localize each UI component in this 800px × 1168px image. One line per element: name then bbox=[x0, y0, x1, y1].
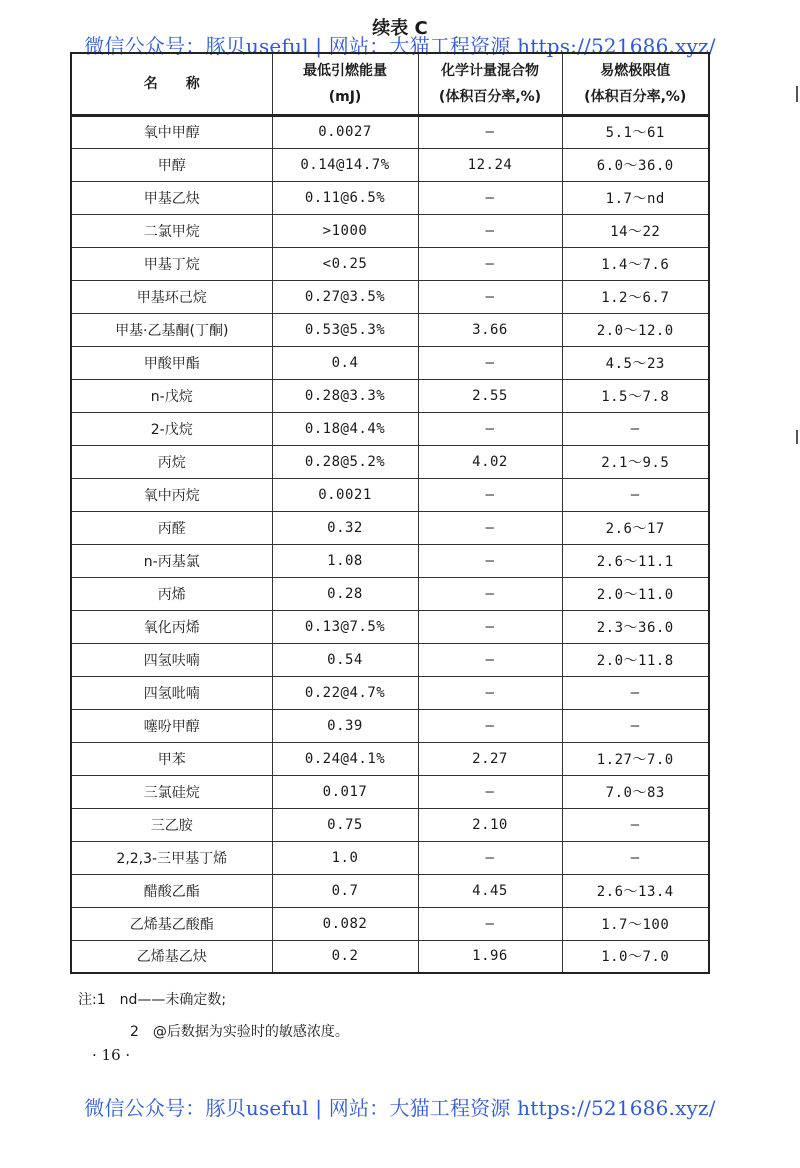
cell-limits: 2.0～11.8 bbox=[562, 643, 709, 676]
cell-stoich: — bbox=[418, 709, 562, 742]
cell-limits: 1.7～100 bbox=[562, 907, 709, 940]
cell-stoich: 4.45 bbox=[418, 874, 562, 907]
table-row bbox=[71, 412, 709, 445]
cell-stoich: 2.55 bbox=[418, 379, 562, 412]
table-row bbox=[71, 775, 709, 808]
cell-mie: 0.13@7.5% bbox=[272, 610, 418, 643]
cell-mie: 0.11@6.5% bbox=[272, 181, 418, 214]
cell-name: 噻吩甲醇 bbox=[71, 709, 272, 742]
cell-stoich: 2.27 bbox=[418, 742, 562, 775]
cell-name: 甲基丁烷 bbox=[71, 247, 272, 280]
cell-stoich: — bbox=[418, 577, 562, 610]
cell-mie: 0.0021 bbox=[272, 478, 418, 511]
cell-limits: 5.1～61 bbox=[562, 115, 709, 148]
cell-mie: >1000 bbox=[272, 214, 418, 247]
cell-name: 甲酸甲酯 bbox=[71, 346, 272, 379]
table-row bbox=[71, 709, 709, 742]
table-row bbox=[71, 577, 709, 610]
cell-limits: 1.0～7.0 bbox=[562, 940, 709, 973]
cell-stoich: — bbox=[418, 280, 562, 313]
cell-name: 甲醇 bbox=[71, 148, 272, 181]
cell-limits: 2.6～11.1 bbox=[562, 544, 709, 577]
table-row bbox=[71, 313, 709, 346]
cell-name: 丙烷 bbox=[71, 445, 272, 478]
cell-name: 三乙胺 bbox=[71, 808, 272, 841]
cell-mie: 0.24@4.1% bbox=[272, 742, 418, 775]
cell-mie: 0.53@5.3% bbox=[272, 313, 418, 346]
cell-name: 2-戊烷 bbox=[71, 412, 272, 445]
cell-name: 2,2,3-三甲基丁烯 bbox=[71, 841, 272, 874]
cell-limits: — bbox=[562, 478, 709, 511]
header-min-ignition-energy bbox=[272, 53, 418, 115]
table-row bbox=[71, 940, 709, 973]
cell-stoich: 12.24 bbox=[418, 148, 562, 181]
cell-mie: 0.39 bbox=[272, 709, 418, 742]
cell-stoich: — bbox=[418, 511, 562, 544]
scan-margin-mark bbox=[796, 86, 798, 102]
cell-stoich: — bbox=[418, 907, 562, 940]
cell-mie: 0.082 bbox=[272, 907, 418, 940]
cell-stoich: — bbox=[418, 181, 562, 214]
watermark-top: 微信公众号：豚贝useful | 网站：大猫工程资源 https://521686.xyz/ bbox=[84, 34, 716, 58]
cell-name: 二氯甲烷 bbox=[71, 214, 272, 247]
cell-name: 乙烯基乙酸酯 bbox=[71, 907, 272, 940]
cell-mie: 0.27@3.5% bbox=[272, 280, 418, 313]
cell-name: 三氯硅烷 bbox=[71, 775, 272, 808]
table-row bbox=[71, 841, 709, 874]
header-mie-line2: (mJ) bbox=[328, 88, 362, 105]
cell-mie: 0.22@4.7% bbox=[272, 676, 418, 709]
header-stoich-line1: 化学计量混合物 bbox=[441, 62, 539, 79]
cell-limits: 2.3～36.0 bbox=[562, 610, 709, 643]
table-row bbox=[71, 676, 709, 709]
table-row bbox=[71, 247, 709, 280]
cell-stoich: 1.96 bbox=[418, 940, 562, 973]
cell-name: 乙烯基乙炔 bbox=[71, 940, 272, 973]
table-row bbox=[71, 544, 709, 577]
cell-limits: 1.4～7.6 bbox=[562, 247, 709, 280]
cell-stoich: — bbox=[418, 478, 562, 511]
table-row bbox=[71, 379, 709, 412]
cell-limits: 4.5～23 bbox=[562, 346, 709, 379]
cell-mie: <0.25 bbox=[272, 247, 418, 280]
table-row bbox=[71, 346, 709, 379]
table-row bbox=[71, 808, 709, 841]
cell-stoich: — bbox=[418, 643, 562, 676]
cell-name: 氧中丙烷 bbox=[71, 478, 272, 511]
note-2: 2 @后数据为实验时的敏感浓度。 bbox=[130, 1024, 349, 1040]
cell-limits: 2.1～9.5 bbox=[562, 445, 709, 478]
header-name-label: 名 称 bbox=[143, 75, 200, 92]
cell-mie: 0.18@4.4% bbox=[272, 412, 418, 445]
page-number: · 16 · bbox=[92, 1046, 131, 1064]
cell-mie: 0.75 bbox=[272, 808, 418, 841]
cell-limits: — bbox=[562, 808, 709, 841]
table-row bbox=[71, 445, 709, 478]
cell-mie: 0.28@5.2% bbox=[272, 445, 418, 478]
table-row bbox=[71, 610, 709, 643]
header-limits-line1: 易燃极限值 bbox=[600, 62, 671, 79]
cell-limits: 1.5～7.8 bbox=[562, 379, 709, 412]
cell-mie: 0.4 bbox=[272, 346, 418, 379]
cell-stoich: — bbox=[418, 775, 562, 808]
cell-name: 甲苯 bbox=[71, 742, 272, 775]
note-1: 注:1 nd——未确定数; bbox=[78, 992, 227, 1008]
cell-stoich: — bbox=[418, 676, 562, 709]
header-stoichiometric bbox=[418, 53, 562, 115]
cell-mie: 0.017 bbox=[272, 775, 418, 808]
cell-limits: 14～22 bbox=[562, 214, 709, 247]
cell-limits: 1.2～6.7 bbox=[562, 280, 709, 313]
table-row bbox=[71, 907, 709, 940]
cell-mie: 0.0027 bbox=[272, 115, 418, 148]
table-row bbox=[71, 148, 709, 181]
cell-stoich: 3.66 bbox=[418, 313, 562, 346]
cell-mie: 0.7 bbox=[272, 874, 418, 907]
table-row bbox=[71, 478, 709, 511]
table-row bbox=[71, 874, 709, 907]
cell-mie: 0.28 bbox=[272, 577, 418, 610]
scan-margin-mark bbox=[796, 430, 798, 444]
cell-limits: — bbox=[562, 676, 709, 709]
cell-stoich: 2.10 bbox=[418, 808, 562, 841]
cell-mie: 0.14@14.7% bbox=[272, 148, 418, 181]
cell-limits: — bbox=[562, 709, 709, 742]
cell-limits: 2.6～17 bbox=[562, 511, 709, 544]
cell-stoich: — bbox=[418, 610, 562, 643]
cell-stoich: — bbox=[418, 544, 562, 577]
cell-name: 四氢呋喃 bbox=[71, 643, 272, 676]
cell-stoich: — bbox=[418, 841, 562, 874]
cell-name: 甲基环己烷 bbox=[71, 280, 272, 313]
cell-limits: 7.0～83 bbox=[562, 775, 709, 808]
cell-name: n-戊烷 bbox=[71, 379, 272, 412]
header-stoich-line2: (体积百分率,%) bbox=[438, 88, 542, 105]
cell-limits: 6.0～36.0 bbox=[562, 148, 709, 181]
table-row bbox=[71, 181, 709, 214]
cell-mie: 1.0 bbox=[272, 841, 418, 874]
cell-name: 丙烯 bbox=[71, 577, 272, 610]
cell-limits: 2.6～13.4 bbox=[562, 874, 709, 907]
cell-name: n-丙基氯 bbox=[71, 544, 272, 577]
cell-mie: 1.08 bbox=[272, 544, 418, 577]
cell-stoich: — bbox=[418, 247, 562, 280]
cell-name: 氧化丙烯 bbox=[71, 610, 272, 643]
cell-stoich: — bbox=[418, 214, 562, 247]
cell-limits: — bbox=[562, 841, 709, 874]
cell-stoich: — bbox=[418, 346, 562, 379]
table-body bbox=[71, 115, 709, 973]
table-caption: 续表 C bbox=[372, 18, 428, 39]
cell-name: 醋酸乙酯 bbox=[71, 874, 272, 907]
cell-name: 甲基·乙基酮(丁酮) bbox=[71, 313, 272, 346]
cell-limits: 2.0～11.0 bbox=[562, 577, 709, 610]
table-row bbox=[71, 643, 709, 676]
table-row bbox=[71, 280, 709, 313]
cell-mie: 0.32 bbox=[272, 511, 418, 544]
table-header-row bbox=[71, 53, 709, 115]
cell-limits: 1.27～7.0 bbox=[562, 742, 709, 775]
cell-stoich: 4.02 bbox=[418, 445, 562, 478]
cell-limits: 1.7～nd bbox=[562, 181, 709, 214]
cell-mie: 0.2 bbox=[272, 940, 418, 973]
watermark-bottom: 微信公众号：豚贝useful | 网站：大猫工程资源 https://521686.xyz/ bbox=[84, 1096, 716, 1120]
header-flammability-limits bbox=[562, 53, 709, 115]
flammability-table bbox=[70, 52, 710, 974]
header-mie-line1: 最低引燃能量 bbox=[303, 62, 387, 79]
table-row bbox=[71, 742, 709, 775]
cell-mie: 0.54 bbox=[272, 643, 418, 676]
cell-stoich: — bbox=[418, 115, 562, 148]
header-name bbox=[71, 53, 272, 115]
table-row bbox=[71, 511, 709, 544]
cell-mie: 0.28@3.3% bbox=[272, 379, 418, 412]
cell-name: 丙醛 bbox=[71, 511, 272, 544]
table-row bbox=[71, 214, 709, 247]
cell-name: 氧中甲醇 bbox=[71, 115, 272, 148]
cell-name: 甲基乙炔 bbox=[71, 181, 272, 214]
table-row bbox=[71, 115, 709, 148]
header-limits-line2: (体积百分率,%) bbox=[584, 88, 687, 105]
table-notes bbox=[78, 984, 349, 1048]
cell-stoich: — bbox=[418, 412, 562, 445]
cell-limits: — bbox=[562, 412, 709, 445]
cell-limits: 2.0～12.0 bbox=[562, 313, 709, 346]
cell-name: 四氢吡喃 bbox=[71, 676, 272, 709]
